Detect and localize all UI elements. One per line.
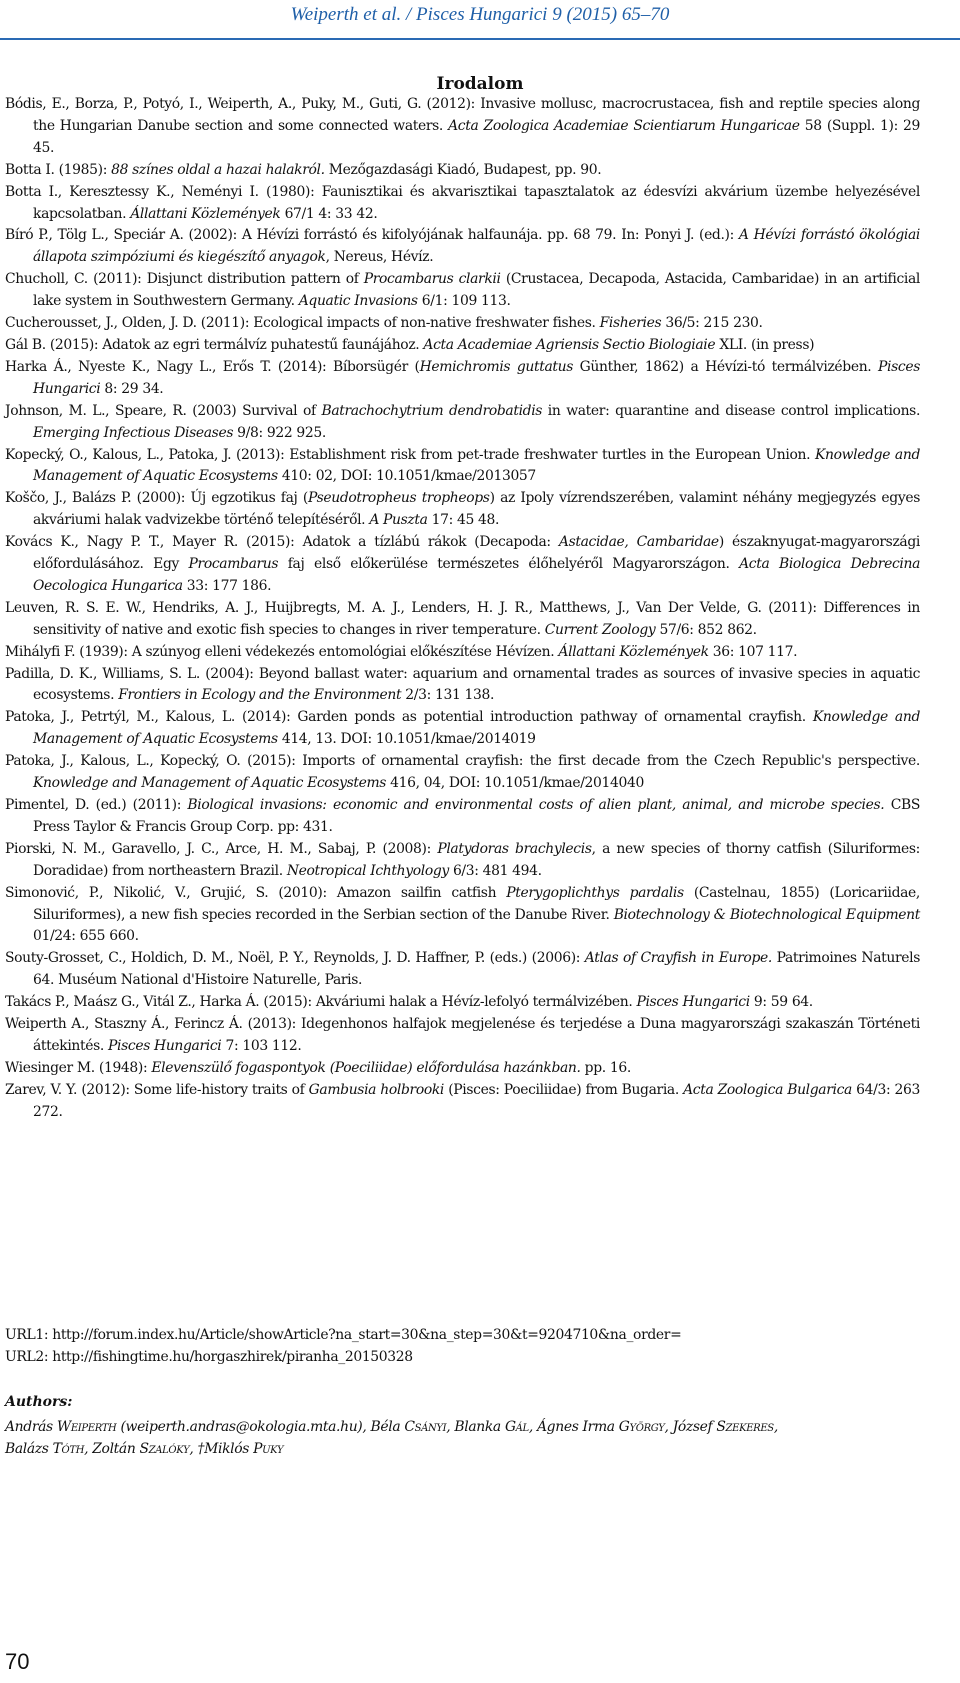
author-surname: Szalóky xyxy=(139,1441,190,1457)
reference-italic-text: Pisces Hungarici xyxy=(108,1037,222,1054)
reference-italic-text: Knowledge and Management of Aquatic Ecosystems xyxy=(33,446,920,485)
reference-text: ) északnyugat-magyarországi előfordulásához. Egy xyxy=(33,534,920,573)
author-name xyxy=(5,1419,371,1435)
reference-italic-text: Frontiers in Ecology and the Environment xyxy=(118,687,402,704)
reference-text: Weiperth A., Staszny Á., Ferincz Á. (2013): Idegenhonos halfajok megjelenése és terjedése a Duna magyarországi szakaszán Történeti áttekintés. xyxy=(5,1016,920,1054)
reference-entry xyxy=(5,707,920,751)
reference-text: Bíró P., Tölg L., Speciár A. (2002): A Hévízi forrástó és kifolyójának halfaunája. pp. 68 79. In: Ponyi J. (ed.): xyxy=(5,227,739,244)
reference-entry xyxy=(5,445,920,489)
reference-entry xyxy=(5,225,920,269)
reference-entry xyxy=(5,94,920,160)
author-given-name: †Miklós xyxy=(197,1441,254,1457)
reference-text: Kovács K., Nagy P. T., Mayer R. (2015): Adatok a tízlábú rákok (Decapoda: xyxy=(5,534,559,551)
reference-text: 01/24: 655 660. xyxy=(33,928,139,945)
reference-entry xyxy=(5,1014,920,1058)
author-surname: Csányi xyxy=(404,1419,447,1435)
reference-entry xyxy=(5,795,920,839)
reference-text: Gál B. (2015): Adatok az egri termálvíz puhatestű faunájához. xyxy=(5,336,424,353)
reference-italic-text: Emerging Infectious Diseases xyxy=(33,424,234,441)
reference-text: Patoka, J., Kalous, L., Kopecký, O. (2015): Imports of ornamental crayfish: the first decade from the Czech Republic's perspective. xyxy=(5,753,920,770)
author-separator: , xyxy=(446,1419,455,1435)
reference-text: , Nereus, Hévíz. xyxy=(325,249,434,266)
reference-entry xyxy=(5,335,920,357)
reference-text: Cucherousset, J., Olden, J. D. (2011): Ecological impacts of non-native freshwater fishes. xyxy=(5,315,600,332)
author-surname: Puky xyxy=(253,1441,284,1457)
reference-text: Patoka, J., Petrtýl, M., Kalous, L. (2014): Garden ponds as potential introduction pathway of ornamental crayfish. xyxy=(5,709,813,726)
reference-text: 33: 177 186. xyxy=(182,577,272,594)
reference-italic-text: Atlas of Crayfish in Europe. xyxy=(584,950,772,967)
reference-text: Botta I., Keresztessy K., Neményi I. (1980): Faunisztikai és akvarisztikai tapasztalatok az édesvízi akvárium üzembe helyezésével kapcsolatban. xyxy=(5,183,920,222)
author-name xyxy=(537,1419,673,1435)
reference-italic-text: Pterygoplichthys pardalis xyxy=(506,884,684,901)
author-given-name: Ágnes Irma xyxy=(537,1419,619,1435)
author-separator: (weiperth.andras@okologia.mta.hu), xyxy=(116,1419,371,1435)
author-given-name: József xyxy=(672,1419,717,1435)
reference-entry xyxy=(5,751,920,795)
author-surname: Szekeres xyxy=(716,1419,774,1435)
author-given-name: Béla xyxy=(370,1419,405,1435)
reference-italic-text: Gambusia holbrooki xyxy=(308,1081,445,1098)
reference-italic-text: Astacidae, Cambaridae xyxy=(558,534,719,551)
reference-text: Zarev, V. Y. (2012): Some life-history traits of xyxy=(5,1081,309,1098)
reference-entry xyxy=(5,839,920,883)
reference-text: Takács P., Maász G., Vitál Z., Harka Á. (2015): Akváriumi halak a Hévíz-lefolyó termálvizében. xyxy=(5,994,637,1011)
reference-italic-text: Procambarus xyxy=(188,556,279,573)
author-surname: Weiperth xyxy=(56,1419,117,1435)
reference-text: 416, 04, DOI: 10.1051/kmae/2014040 xyxy=(386,775,644,792)
reference-text: 410: 02, DOI: 10.1051/kmae/2013057 xyxy=(277,468,536,485)
reference-italic-text: Biological invasions: economic and environmental costs of alien plant, animal, and microbe species. xyxy=(187,797,885,813)
reference-text: Harka Á., Nyeste K., Nagy L., Erős T. (2014): Bíborsügér ( xyxy=(5,358,420,375)
author-given-name: András xyxy=(5,1419,57,1435)
reference-text: 36/5: 215 230. xyxy=(661,315,763,332)
running-header: Weiperth et al. / Pisces Hungarici 9 (2015) 65–70 xyxy=(290,4,670,25)
author-name xyxy=(673,1419,778,1435)
reference-text: (Pisces: Poeciliidae) from Bugaria. xyxy=(444,1081,684,1098)
reference-italic-text: Knowledge and Management of Aquatic Ecosystems xyxy=(33,775,387,792)
author-surname: Tóth xyxy=(52,1441,85,1457)
reference-text: pp. 16. xyxy=(580,1059,631,1076)
header-rule xyxy=(0,38,960,40)
url-list xyxy=(5,1324,935,1368)
reference-entry xyxy=(5,598,920,642)
author-list xyxy=(5,1416,925,1460)
reference-text: 7: 103 112. xyxy=(221,1037,302,1054)
reference-text: Souty-Grosset, C., Holdich, D. M., Noël, P. Y., Reynolds, J. D. Haffner, P. (eds.) (2006): xyxy=(5,950,585,967)
reference-italic-text: Pseudotropheus tropheops xyxy=(307,490,490,507)
reference-italic-text: Elevenszülő fogaspontyok (Poeciliidae) előfordulása hazánkban. xyxy=(151,1059,581,1076)
reference-text: (Crustacea, Decapoda, Astacida, Cambaridae) in an artificial lake system in Southwestern Germany. xyxy=(33,271,920,310)
reference-entry xyxy=(5,488,920,532)
reference-italic-text: Fisheries xyxy=(599,315,662,332)
reference-text: Botta I. (1985): xyxy=(5,161,112,178)
reference-italic-text: A Puszta xyxy=(369,512,428,529)
reference-italic-text: Acta Zoologica Academiae Scientiarum Hungaricae xyxy=(448,117,800,134)
reference-italic-text: Current Zoology xyxy=(544,621,656,638)
reference-entry xyxy=(5,401,920,445)
reference-text: Patrimoines Naturels 64. Muséum National d'Histoire Naturelle, Paris. xyxy=(33,950,920,989)
url1-line: URL1: http://forum.index.hu/Article/showArticle?na_start=30&na_step=30&t=9204710&na_order= xyxy=(5,1327,682,1343)
author-name xyxy=(92,1441,197,1457)
reference-italic-text: Pisces Hungarici xyxy=(636,994,750,1011)
reference-text: 36: 107 117. xyxy=(708,643,798,660)
reference-text: CBS Press Taylor & Francis Group Corp. pp: 431. xyxy=(33,797,921,835)
author-name xyxy=(454,1419,537,1435)
reference-text: Johnson, M. L., Speare, R. (2003) Survival of xyxy=(5,402,322,419)
reference-text: Bódis, E., Borza, P., Potyó, I., Weiperth, A., Puky, M., Guti, G. (2012): Invasive mollusc, macrocrustacea, fish and reptile species along the Hungarian Danube section and some connected waters. xyxy=(5,96,920,134)
reference-text: Pimentel, D. (ed.) (2011): xyxy=(5,797,188,813)
reference-text: 64/3: 263 272. xyxy=(33,1081,920,1120)
author-separator: , xyxy=(528,1419,537,1435)
reference-text: , a new species of thorny catfish (Siluriformes: Doradidae) from northeastern Brazil. xyxy=(33,840,920,879)
reference-text: Piorski, N. M., Garavello, J. C., Arce, H. M., Sabaj, P. (2008): xyxy=(5,840,438,857)
author-surname: Gál xyxy=(504,1419,529,1435)
reference-italic-text: Batrachochytrium dendrobatidis xyxy=(321,402,543,419)
reference-text: faj első előkerülése természetes élőhelyéről Magyarországon. xyxy=(278,556,740,573)
section-title: Irodalom xyxy=(436,74,524,94)
reference-text: 414, 13. DOI: 10.1051/kmae/2014019 xyxy=(277,731,536,748)
reference-text: Padilla, D. K., Williams, S. L. (2004): Beyond ballast water: aquarium and ornamental trades as sources of invasive species in aquatic ecosystems. xyxy=(5,665,920,704)
reference-entry xyxy=(5,642,920,664)
page-number: 70 xyxy=(5,1649,30,1674)
author-surname: György xyxy=(618,1419,665,1435)
author-separator: , xyxy=(189,1441,198,1457)
url2-line: URL2: http://fishingtime.hu/horgaszhirek/piranha_20150328 xyxy=(5,1349,413,1365)
reference-text: Simonović, P., Nikolić, V., Grujić, S. (2010): Amazon sailfin catfish xyxy=(5,884,507,901)
reference-italic-text: Állattani Közlemények xyxy=(558,643,709,660)
reference-italic-text: Hemichromis guttatus xyxy=(419,358,574,375)
reference-text: Leuven, R. S. E. W., Hendriks, A. J., Huijbregts, M. A. J., Lenders, H. J. R., Matthews, J., Van Der Velde, G. (2011): Differences in sensitivity of native and exotic fish species to changes in river temperature. xyxy=(5,599,920,638)
author-separator: , xyxy=(84,1441,93,1457)
author-name xyxy=(5,1441,92,1457)
reference-italic-text: Aquatic Invasions xyxy=(298,293,418,310)
reference-entry xyxy=(5,1058,920,1080)
reference-text: 6/1: 109 113. xyxy=(417,293,511,310)
reference-entry xyxy=(5,1080,920,1124)
reference-text: Chucholl, C. (2011): Disjunct distribution pattern of xyxy=(5,271,364,288)
reference-entry xyxy=(5,160,920,182)
reference-text: Wiesinger M. (1948): xyxy=(5,1059,152,1076)
reference-text: XLI. (in press) xyxy=(715,336,815,353)
author-given-name: Zoltán xyxy=(92,1441,140,1457)
reference-italic-text: Acta Academiae Agriensis Sectio Biologiaie xyxy=(423,336,716,353)
reference-text: Kopecký, O., Kalous, L., Patoka, J. (2013): Establishment risk from pet-trade freshwater turtles in the European Union. xyxy=(5,446,815,463)
reference-italic-text: Knowledge and Management of Aquatic Ecosystems xyxy=(33,709,920,748)
reference-italic-text: Platydoras brachylecis xyxy=(437,840,592,857)
reference-text: Günther, 1862) a Hévízi-tó termálvizében. xyxy=(573,358,879,375)
reference-italic-text: Állattani Közlemények xyxy=(130,205,281,222)
reference-text: 9/8: 922 925. xyxy=(233,424,326,441)
reference-italic-text: Neotropical Ichthyology xyxy=(286,862,449,879)
reference-text: Mihályfi F. (1939): A szúnyog elleni védekezés entomológiai előkészítése Hévízen. xyxy=(5,643,559,660)
reference-italic-text: A Hévízi forrástó ökológiai állapota szimpóziumi és kiegészítő anyagok xyxy=(33,227,920,266)
reference-text: (Castelnau, 1855) (Loricariidae, Siluriformes), a new fish species recorded in the Serbian section of the Danube River. xyxy=(33,884,920,923)
author-given-name: Balázs xyxy=(5,1441,53,1457)
author-separator: , xyxy=(773,1419,778,1435)
reference-entry xyxy=(5,883,920,949)
reference-text: 8: 29 34. xyxy=(100,380,164,397)
reference-text: Mezőgazdasági Kiadó, Budapest, pp. 90. xyxy=(324,161,602,178)
reference-text: ) az Ipoly vízrendszerében, valamint néhány megjegyzés egyes akváriumi halak vadvizekbe történő telepítéséről. xyxy=(33,490,920,529)
reference-text: 9: 59 64. xyxy=(749,994,813,1011)
authors-heading: Authors: xyxy=(5,1394,73,1410)
reference-text: 6/3: 481 494. xyxy=(448,862,542,879)
reference-text: in water: quarantine and disease control implications. xyxy=(542,402,921,419)
reference-entry xyxy=(5,182,920,226)
reference-text: 57/6: 852 862. xyxy=(655,621,757,638)
reference-text: 58 (Suppl. 1): 29 45. xyxy=(33,117,920,156)
reference-entry xyxy=(5,664,920,708)
reference-entry xyxy=(5,532,920,598)
reference-entry xyxy=(5,992,920,1014)
author-name xyxy=(371,1419,455,1435)
reference-text: 17: 45 48. xyxy=(427,512,500,529)
author-given-name: Blanka xyxy=(454,1419,505,1435)
reference-italic-text: Acta Zoologica Bulgarica xyxy=(683,1081,852,1098)
author-separator: , xyxy=(664,1419,673,1435)
reference-entry xyxy=(5,948,920,992)
reference-italic-text: Biotechnology & Biotechnological Equipment xyxy=(613,906,920,923)
reference-italic-text: Acta Biologica Debrecina Oecologica Hungarica xyxy=(33,556,921,594)
reference-entry xyxy=(5,269,920,313)
reference-italic-text: Pisces Hungarici xyxy=(33,358,920,397)
reference-italic-text: Procambarus clarkii xyxy=(363,271,501,288)
reference-text: Koščo, J., Balázs P. (2000): Új egzotikus faj ( xyxy=(5,490,308,507)
reference-text: 67/1 4: 33 42. xyxy=(280,205,378,222)
reference-entry xyxy=(5,313,920,335)
reference-italic-text: 88 színes oldal a hazai halakról. xyxy=(111,161,325,178)
reference-entry xyxy=(5,357,920,401)
reference-text: 2/3: 131 138. xyxy=(401,687,495,704)
author-name xyxy=(198,1441,284,1457)
reference-list xyxy=(5,94,920,1124)
